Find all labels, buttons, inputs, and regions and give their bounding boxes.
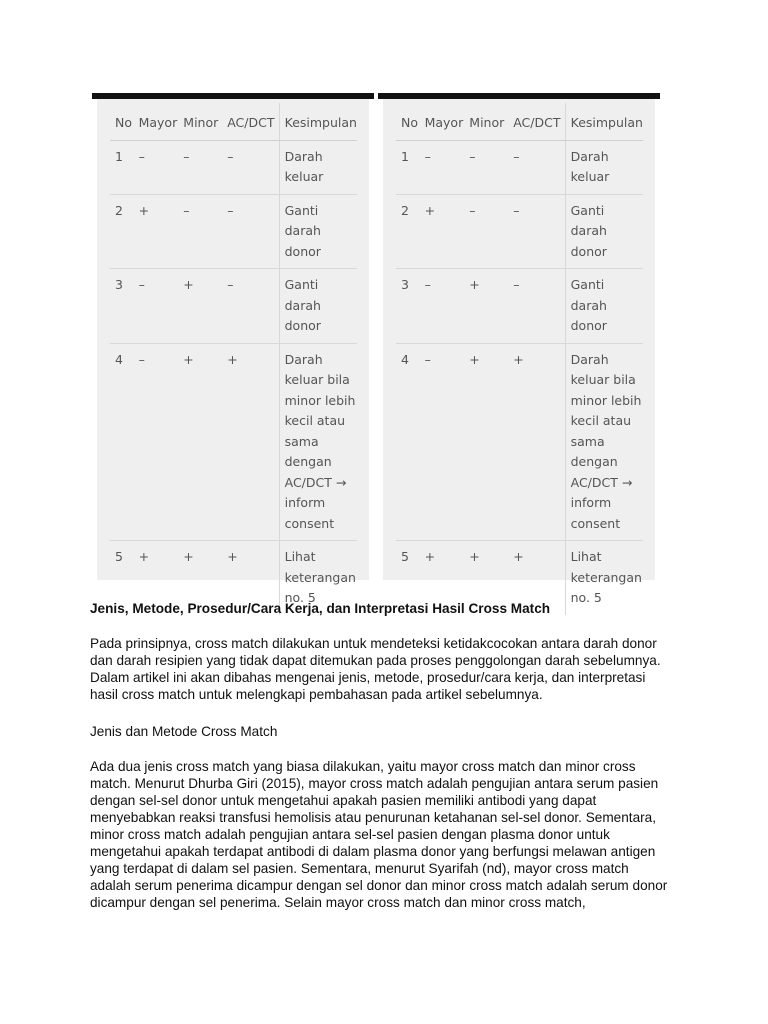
header-acdct: AC/DCT: [222, 103, 279, 140]
cell-mayor: –: [134, 343, 179, 541]
kesimpulan-line: consent: [570, 515, 621, 531]
cell-acdct: –: [508, 269, 565, 344]
cell-minor: –: [178, 194, 222, 269]
cell-mayor: –: [420, 140, 465, 194]
cell-kesimpulan: [565, 269, 643, 344]
paragraph-line: dicampur dengan sel penerima. Selain mayor cross match dan minor cross match,: [90, 895, 586, 910]
cell-mayor: +: [420, 194, 465, 269]
header-minor: Minor: [464, 103, 508, 140]
kesimpulan-line: sama: [570, 433, 605, 449]
header-acdct: AC/DCT: [508, 103, 565, 140]
kesimpulan-line: consent: [284, 515, 335, 531]
cell-acdct: +: [227, 549, 238, 564]
kesimpulan-line: keterangan: [284, 569, 356, 585]
header-minor: Minor: [178, 103, 222, 140]
kesimpulan-line: donor: [570, 318, 607, 333]
cell-kesimpulan: [565, 140, 643, 194]
cell-kesimpulan: [565, 194, 643, 269]
kesimpulan-line: keluar: [284, 169, 324, 184]
paragraph-line: minor cross match adalah pengujian antara sel-sel pasien dengan plasma donor untuk: [90, 827, 610, 842]
cell-mayor: +: [138, 549, 150, 564]
header-kesimpulan: Kesimpulan: [565, 103, 643, 140]
cross-match-table-left: [110, 103, 357, 615]
kesimpulan-line: Darah: [570, 148, 609, 164]
cell-mayor: +: [424, 549, 436, 564]
paragraph-line: dan darah resipien yang tidak dapat ditemukan pada proses penggolongan darah sebelumnya.: [90, 653, 661, 668]
paragraph-line: Ada dua jenis cross match yang biasa dilakukan, yaitu mayor cross match dan minor cross: [90, 759, 636, 774]
table-row: [110, 343, 357, 541]
kesimpulan-line: keluar bila: [284, 372, 350, 387]
table-header-row: [110, 103, 357, 140]
kesimpulan-line: inform: [570, 495, 612, 510]
article-paragraph-2: [90, 758, 690, 911]
kesimpulan-line: Darah: [284, 351, 323, 367]
table-image-right: [378, 93, 660, 605]
header-no: No: [110, 103, 134, 140]
cell-no: 4: [396, 343, 420, 541]
cell-minor: +: [464, 269, 508, 344]
kesimpulan-line: Ganti: [284, 277, 319, 292]
table-row: [396, 269, 643, 344]
kesimpulan-line: inform: [284, 495, 326, 510]
cell-no: 2: [396, 194, 420, 269]
header-no: No: [396, 103, 420, 140]
paragraph-line: menyebabkan reaksi transfusi hemolisis atau penurunan ketahanan sel-sel donor. Sementara,: [90, 810, 656, 825]
kesimpulan-line: AC/DCT →: [570, 474, 633, 490]
cell-mayor: –: [420, 343, 465, 541]
kesimpulan-line: Darah: [570, 351, 609, 367]
kesimpulan-line: Darah: [284, 148, 323, 164]
paragraph-line: hasil cross match untuk melengkapi pembahasan pada artikel sebelumnya.: [90, 687, 543, 702]
kesimpulan-line: darah: [570, 297, 607, 313]
paragraph-line: yang terdapat di dalam sel pasien. Sementara, menurut Syarifah (nd), mayor cross match: [90, 861, 629, 876]
kesimpulan-line: donor: [570, 243, 607, 259]
cell-kesimpulan: [279, 194, 357, 269]
cell-kesimpulan: [279, 140, 357, 194]
cell-minor: –: [178, 140, 222, 194]
cross-match-tables: [92, 93, 662, 605]
kesimpulan-line: sama: [284, 433, 319, 449]
kesimpulan-line: donor: [284, 243, 321, 259]
paragraph-line: dengan sel-sel donor untuk mengetahui apakah pasien memiliki antibodi yang dapat: [90, 793, 597, 808]
table-row: [110, 269, 357, 344]
table-header-row: [396, 103, 643, 140]
paragraph-line: adalah serum penerima dicampur dengan sel donor dan minor cross match adalah serum donor: [90, 878, 668, 893]
kesimpulan-line: Lihat: [284, 549, 316, 564]
kesimpulan-line: darah: [284, 223, 321, 238]
cell-acdct: –: [222, 140, 279, 194]
table-row: [396, 343, 643, 541]
table-row: [396, 140, 643, 194]
paragraph-line: match. Menurut Dhurba Giri (2015), mayor cross match adalah pengujian antara serum pasien: [90, 776, 659, 791]
kesimpulan-line: AC/DCT →: [284, 474, 347, 490]
table-panel: [97, 99, 369, 605]
header-mayor: Mayor: [420, 103, 465, 140]
cross-match-table-right: [396, 103, 643, 615]
paragraph-line: Pada prinsipnya, cross match dilakukan untuk mendeteksi ketidakcocokan antara darah donor: [90, 636, 657, 651]
cell-minor: +: [178, 269, 222, 344]
kesimpulan-line: keterangan: [570, 569, 642, 585]
kesimpulan-line: keluar: [570, 169, 610, 184]
cell-no: 3: [110, 269, 134, 344]
kesimpulan-line: donor: [284, 318, 321, 333]
cell-no: 2: [110, 194, 134, 269]
cell-acdct: –: [222, 269, 279, 344]
article-heading: Jenis, Metode, Prosedur/Cara Kerja, dan Interpretasi Hasil Cross Match: [90, 601, 551, 616]
table-row: [110, 140, 357, 194]
kesimpulan-line: dengan: [570, 454, 618, 469]
cell-minor: +: [464, 343, 508, 541]
cell-no: 3: [396, 269, 420, 344]
cell-no: 4: [110, 343, 134, 541]
cell-acdct: +: [513, 549, 524, 564]
kesimpulan-line: keluar bila: [570, 372, 636, 387]
header-mayor: Mayor: [134, 103, 179, 140]
cell-no: 5: [401, 549, 409, 564]
article-subheading: Jenis dan Metode Cross Match: [90, 724, 278, 739]
kesimpulan-line: no. 5: [284, 590, 316, 605]
cell-no: 1: [110, 140, 134, 194]
kesimpulan-line: kecil atau: [570, 413, 632, 428]
kesimpulan-line: dengan: [284, 454, 332, 469]
kesimpulan-line: Lihat: [570, 549, 602, 564]
kesimpulan-line: Ganti: [284, 202, 319, 218]
kesimpulan-line: darah: [284, 297, 321, 313]
cell-minor: +: [178, 343, 222, 541]
kesimpulan-line: minor lebih: [284, 392, 356, 408]
kesimpulan-line: minor lebih: [570, 392, 642, 408]
kesimpulan-line: Ganti: [570, 202, 605, 218]
table-image-left: [92, 93, 374, 605]
table-row: [110, 194, 357, 269]
cell-acdct: –: [222, 194, 279, 269]
kesimpulan-line: kecil atau: [284, 413, 346, 428]
cell-mayor: –: [134, 269, 179, 344]
cell-kesimpulan: [565, 343, 643, 541]
cell-minor: +: [469, 549, 480, 564]
kesimpulan-line: darah: [570, 223, 607, 238]
kesimpulan-line: no. 5: [570, 590, 602, 605]
cell-mayor: –: [420, 269, 465, 344]
cell-mayor: –: [134, 140, 179, 194]
kesimpulan-line: Ganti: [570, 277, 605, 292]
paragraph-line: Dalam artikel ini akan dibahas mengenai jenis, metode, prosedur/cara kerja, dan interpretasi: [90, 670, 646, 685]
cell-minor: –: [464, 194, 508, 269]
cell-kesimpulan: [279, 269, 357, 344]
cell-minor: –: [464, 140, 508, 194]
cell-mayor: +: [134, 194, 179, 269]
cell-no: 1: [396, 140, 420, 194]
cell-kesimpulan: [279, 343, 357, 541]
table-row: [396, 194, 643, 269]
cell-acdct: +: [222, 343, 279, 541]
cell-acdct: –: [508, 194, 565, 269]
header-kesimpulan: Kesimpulan: [279, 103, 357, 140]
cell-acdct: –: [508, 140, 565, 194]
cell-no: 5: [115, 549, 123, 564]
article-paragraph-1: [90, 635, 690, 703]
paragraph-line: mengetahui apakah terdapat antibodi di dalam plasma donor yang berfungsi melawan antigen: [90, 844, 656, 859]
cell-acdct: +: [508, 343, 565, 541]
cell-minor: +: [183, 549, 194, 564]
table-panel: [383, 99, 655, 605]
